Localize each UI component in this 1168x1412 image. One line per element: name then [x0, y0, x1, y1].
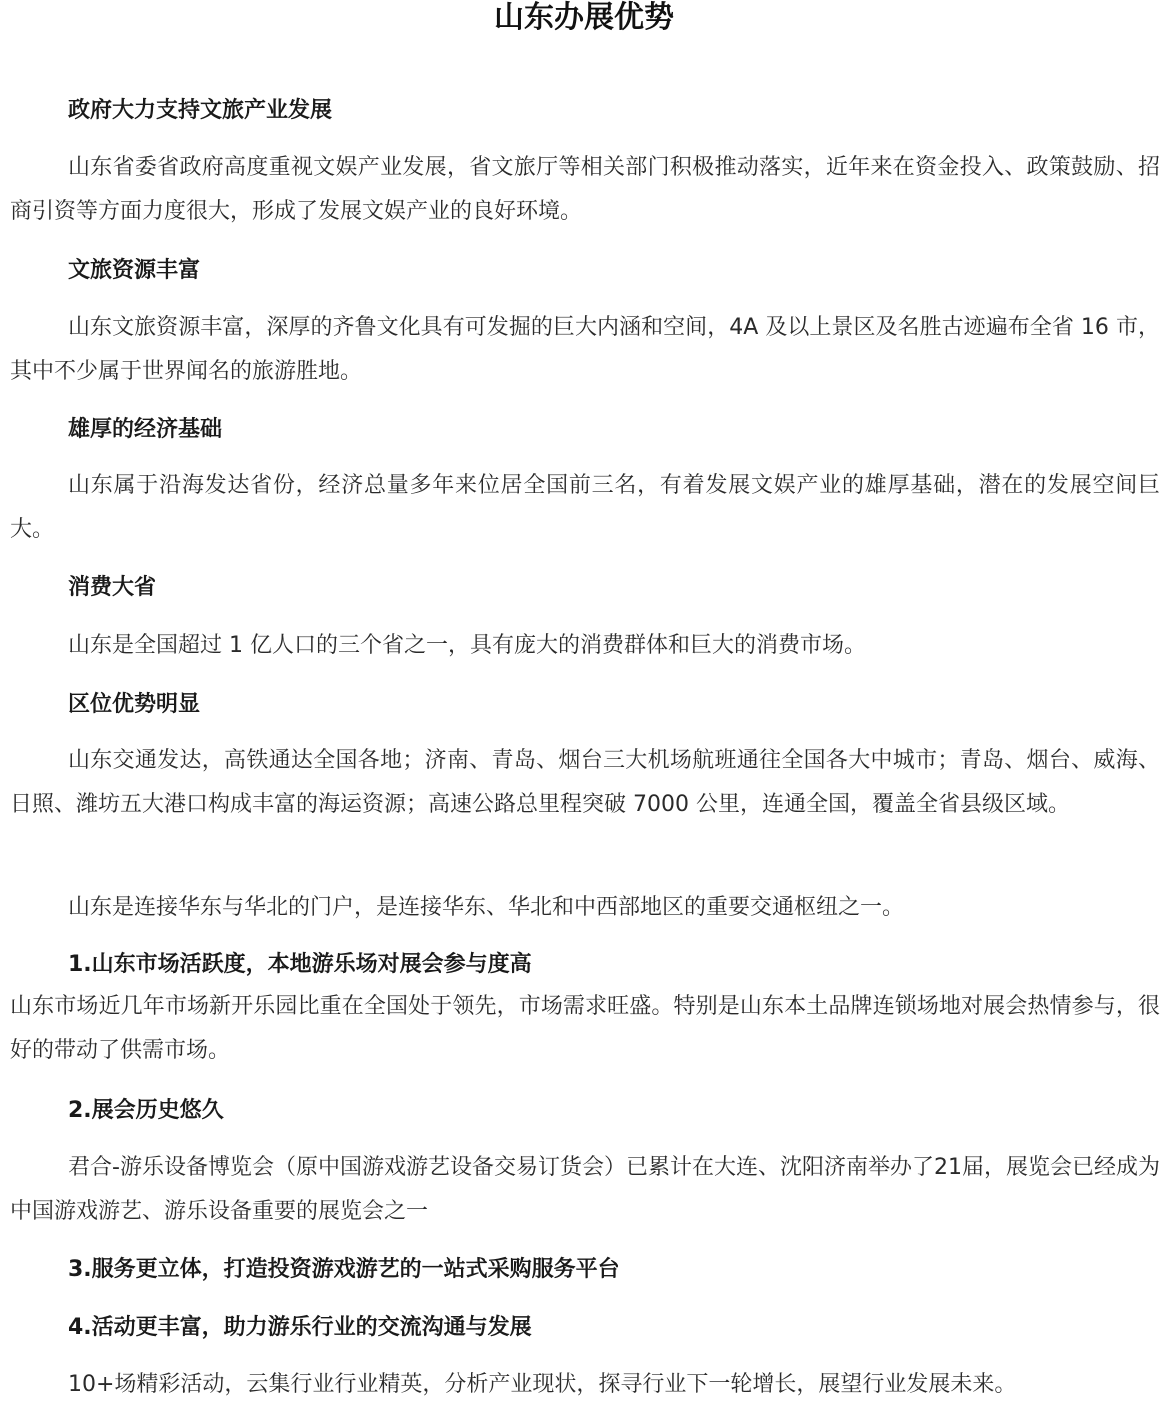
section-heading-history: 2.展会历史悠久: [68, 1098, 224, 1123]
section-body-location: 山东交通发达，高铁通达全国各地；济南、青岛、烟台三大机场航班通往全国各大中城市；青岛、烟台、威海、日照、潍坊五大港口构成丰富的海运资源；高速公路总里程突破 7000 公里，连通全国，覆盖全省县级区域。: [10, 748, 1160, 817]
section-body-economic-base: 山东属于沿海发达省份，经济总量多年来位居全国前三名，有着发展文娱产业的雄厚基础，潜在的发展空间巨大。: [10, 473, 1160, 542]
section-body-consumption: 山东是全国超过 1 亿人口的三个省之一，具有庞大的消费群体和巨大的消费市场。: [68, 633, 866, 658]
section-heading-tourism-resources: 文旅资源丰富: [68, 258, 201, 283]
section-body-market-activity: 山东市场近几年市场新开乐园比重在全国处于领先，市场需求旺盛。特别是山东本土品牌连锁场地对展会热情参与，很好的带动了供需市场。: [10, 994, 1160, 1063]
section-heading-market-activity: 1.山东市场活跃度，本地游乐场对展会参与度高: [68, 952, 532, 977]
section-body-activities: 10+场精彩活动，云集行业行业精英，分析产业现状，探寻行业下一轮增长，展望行业发展未来。: [68, 1372, 1017, 1397]
section-body-location-gateway: 山东是连接华东与华北的门户，是连接华东、华北和中西部地区的重要交通枢纽之一。: [68, 895, 905, 920]
section-heading-economic-base: 雄厚的经济基础: [68, 417, 223, 442]
section-heading-location: 区位优势明显: [68, 692, 201, 717]
section-heading-government-support: 政府大力支持文旅产业发展: [68, 98, 333, 123]
section-body-tourism-resources: 山东文旅资源丰富，深厚的齐鲁文化具有可发掘的巨大内涵和空间，4A 及以上景区及名胜古迹遍布全省 16 市，其中不少属于世界闻名的旅游胜地。: [10, 315, 1160, 384]
section-body-government-support: 山东省委省政府高度重视文娱产业发展，省文旅厅等相关部门积极推动落实，近年来在资金投入、政策鼓励、招商引资等方面力度很大，形成了发展文娱产业的良好环境。: [10, 155, 1160, 224]
section-heading-consumption: 消费大省: [68, 575, 157, 600]
section-heading-activities: 4.活动更丰富，助力游乐行业的交流沟通与发展: [68, 1315, 532, 1340]
section-heading-services: 3.服务更立体，打造投资游戏游艺的一站式采购服务平台: [68, 1257, 620, 1282]
section-body-history: 君合-游乐设备博览会（原中国游戏游艺设备交易订货会）已累计在大连、沈阳济南举办了21届，展览会已经成为中国游戏游艺、游乐设备重要的展览会之一: [10, 1155, 1160, 1224]
page-title: 山东办展优势: [494, 0, 674, 35]
